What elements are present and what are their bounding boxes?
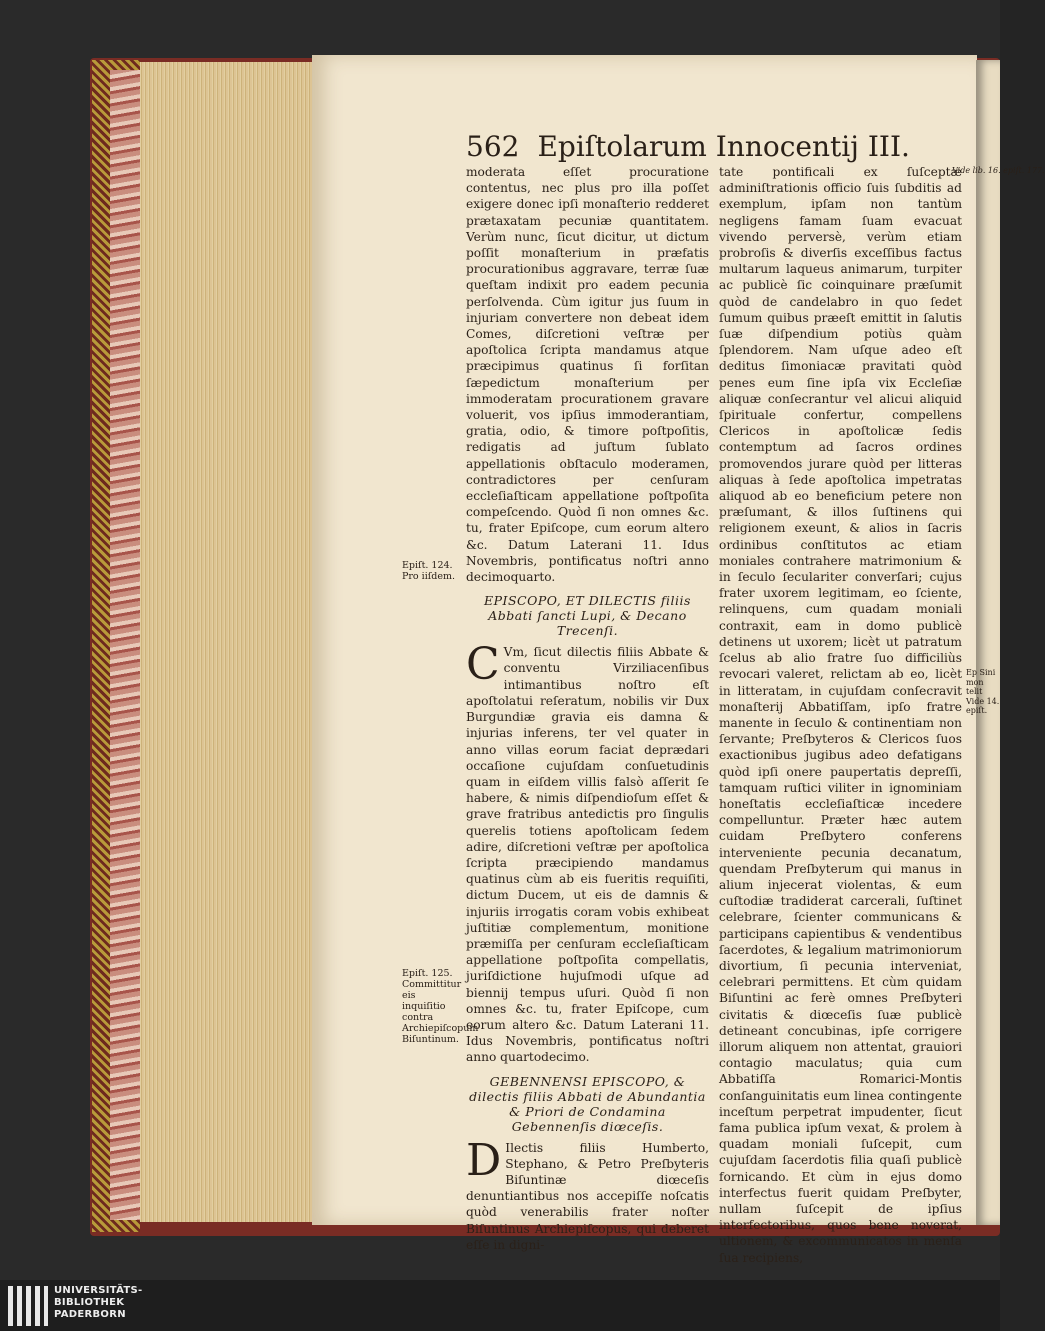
running-head (466, 130, 910, 163)
text-column-right (719, 164, 962, 1266)
paragraph-text: Ilectis filiis Humberto, Stephano, & Petro Preſbyteris Biſuntinæ diœceſis denuntiantibus nos accepiſſe noſcatis quòd venerabilis frater noſter Biſuntinus Archiepiſcopus, qui deberet eſſe in digni- (466, 1140, 709, 1252)
side-note-right: Vide lib. 16. epiſt. 177. (952, 166, 1045, 175)
page-edges (140, 62, 315, 1222)
library-logo-text (54, 1285, 143, 1321)
paragraph: tate pontificali ex ſuſceptæ adminiſtrationis officio ſuis ſubditis ad exemplum, ipſam non tantùm negligens famam ſuam evacuat vivendo perversè, verùm etiam probroſis & diverſis exceſſibus factus multarum laqueus animarum, turpiter ac publicè ſic coinquinare præſumit quòd de candelabro in quo ſedet ſumum quibus præeſt emittit in ſalutis ſuæ diſpendium potiùs quàm ſplendorem. Nam uſque adeo eſt deditus ſimoniacæ pravitati quòd penes eum ſine ipſa vix Eccleſiæ aliquæ conſecrantur vel alicui aliquid ſpirituale confertur, compellens Clericos in apoſtolicæ ſedis contemptum ad ſacros ordines promovendos jurare quòd per litteras aliquas à ſede apoſtolica impetratas aliquod ab eo beneficium petere non præſumant, & illos ſuſtinens qui religionem exeunt, & alios in ſacris ordinibus conſtitutos ac etiam moniales contrahere matrimonium & in ſeculo ſeculariter converſari; cujus frater uxorem legitimam, eo ſciente, relinquens, cum quadam moniali contraxit, eam in domo publicè detinens ut uxorem; licèt ut patratum ſcelus ab alio fratre ſuo difficiliùs revocari valeret, relictam ab eo, licèt in litteratam, in cujuſdam conſecravit monaſterij Abbatiſſam, ipſo fratre manente in ſeculo & continentiam non ſervante; Preſbyteros & Clericos ſuos exactionibus jugibus adeo defatigans quòd ipſi onere paupertatis depreſſi, tamquam ruſtici viliter in ignominiam honeſtatis eccleſiaſticæ incedere compelluntur. Præter hæc autem cuidam Preſbytero conferens intervenientе pecunia decanatum, quendam Preſbyterum qui manus in alium injecerat violentas, & eum cuſtodiæ tradiderat carcerali, ſuſtinet celebrare, ſcienter communicans & participans capientibus & vendentibus ſacerdotes, & legalium matrimoniorum divortium, ſi pecunia interveniat, celebrari permittens. Et cùm quidam Biſuntini ac ferè omnes Preſbyteri civitatis & diœceſis ſuæ publicè detineant concubinas, ipſe corrigere illorum aliquem non attentat, grauiori contagio maculatus; quia cum Abbatiſſa Romarici-Montis conſanguinitatis eum linea contingente inceſtum perpetrat impudenter, ſicut fama publica ipſum vexat, & prolem à quadam moniali ſuſcepit, cum cujuſdam ſacerdotis filia quaſi publicè fornicando. Et cùm in ejus domo interfectus fuerit quidam Preſbyter, nullam ſuſcepit de ipſius interfectoribus, quos bene noverat, ultionem, & excommunicatos in menſa ſua recipiens, (719, 165, 962, 1265)
letter-heading: GEBENNENSI EPISCOPO, & dilectis filiis Abbati de Abundantia & Priori de Condamina Gebennenſis diœceſis. (469, 1073, 706, 1134)
logo-line: UNIVERSITÄTS- (54, 1285, 143, 1296)
paragraph: moderata eſſet procuratione contentus, nec plus pro illa poſſet exigere donec ipſi monaſterio redderet prætaxatam pecuniæ quantitatem. Verùm nunc, ſicut dicitur, ut dictum poſſit monaſterium in præfatis procurationibus aggravare, terræ ſuæ queſtam indixit pro eadem pecunia perſolvenda. Cùm igitur jus ſuum in injuriam convertere non debeat idem Comes, diſcretioni veſtræ per apoſtolica ſcripta mandamus atque præcipimus quatinus ſi forſitan ſæpedictum monaſterium per immoderatam procurationem gravare voluerit, vos ipſius immoderantiam, gratia, odio, & timore poſtpoſitis, redigatis ad juſtum ſublato appellationis obſtaculo moderamen, contradictores per cenſuram eccleſiaſticam appellatione poſtpoſita compeſcendo. Quòd ſi non omnes &c. tu, frater Epiſcope, cum eorum altero &c. Datum Laterani 11. Idus Novembris, pontificatus noſtri anno decimoquarto. (466, 165, 709, 585)
logo-line: PADERBORN (54, 1309, 126, 1320)
margin-note: Epiſt. 125. Committitur eis inquiſitio contra Archiepiſcopum Biſuntinum. (402, 968, 479, 1045)
footer-bar (0, 1280, 1000, 1331)
paragraph (466, 1134, 709, 1253)
drop-cap: D (466, 1134, 502, 1186)
page-number: 562 (466, 130, 520, 163)
paragraph (466, 639, 709, 1065)
text-column-left (466, 164, 709, 1253)
paragraph-text: Vm, ſicut dilectis filiis Abbate & conventu Virziliacenſibus intimantibus noſtro eſt apoſtolatui reſeratum, nobilis vir Dux Burgundiæ gravia eis damna & injurias inferens, ter vel quater in anno villas eorum faciat deprædari occaſione cujuſdam conſuetudinis quam in eiſdem villis falsò aſſerit ſe habere, & nimis diſpendioſum eſſet & grave fratribus antedictis pro ſingulis querelis totiens apoſtolicam ſedem adire, diſcretioni veſtræ per apoſtolica ſcripta præcipiendo mandamus quatinus cùm ab eis fueritis requiſiti, dictum Ducem, ut eis de damnis & injuriis irrogatis coram vobis exhibeat juſtitiæ complementum, monitione præmiſſa per cenſuram eccleſiaſticam appellatione poſtpoſita compellatis, juriſdictione hujuſmodi uſque ad biennij tempus uſuri. Quòd ſi non omnes &c. tu, frater Epiſcope, cum eorum altero &c. Datum Laterani 11. Idus Novembris, pontificatus noſtri anno quartodecimo. (466, 645, 709, 1065)
library-logo-icon (8, 1286, 48, 1326)
margin-note-cutoff: Ep Sini mon telit Vide 14. epiſt. (966, 668, 1000, 715)
margin-note: Epiſt. 124. Pro iiſdem. (402, 560, 455, 582)
logo-line: BIBLIOTHEK (54, 1297, 125, 1308)
letter-heading: EPISCOPO, ET DILECTIS filiis Abbati ſancti Lupi, & Decano Trecenſi. (484, 593, 691, 639)
running-title: Epiſtolarum Innocentij III. (537, 130, 910, 163)
right-page-edge (976, 60, 1000, 1225)
drop-cap: C (466, 639, 500, 691)
